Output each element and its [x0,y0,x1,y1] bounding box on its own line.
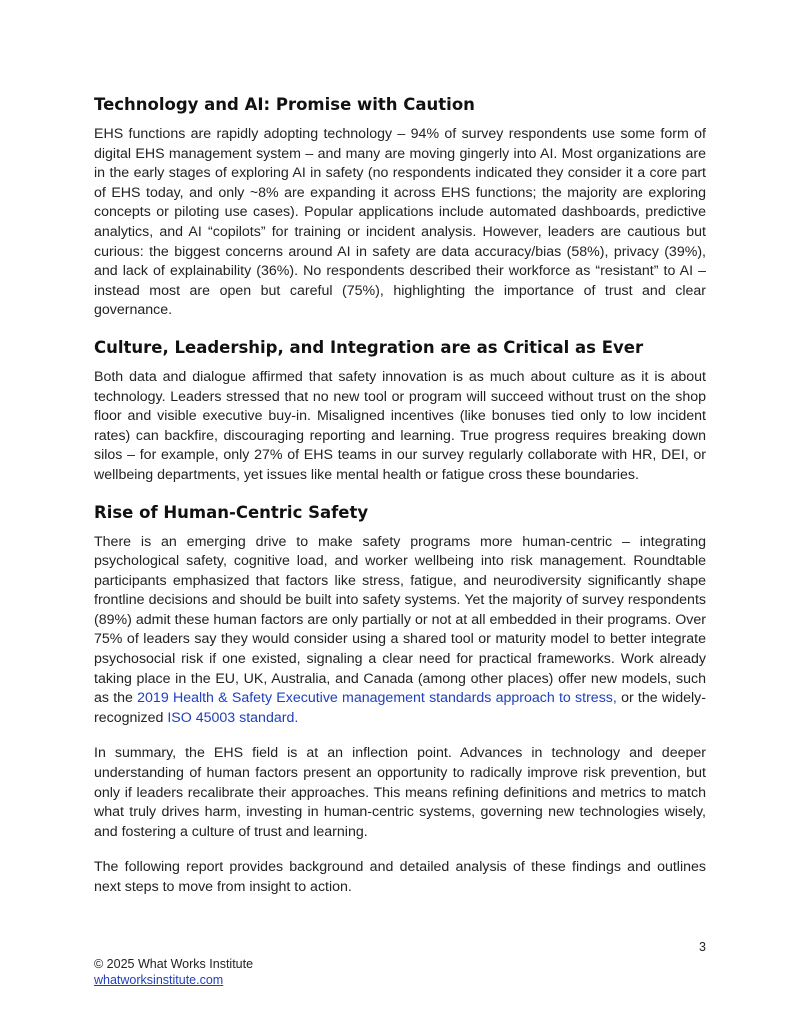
section-paragraph: EHS functions are rapidly adopting technology – 94% of survey respondents use some form of digital EHS management system – and many are moving gingerly into AI. Most organizations are in the early stages of exploring AI in safety (no respondents indicated they consider it a core part of EHS today, and only ~8% are expanding it across EHS functions; the majority are exploring concepts or piloting use cases). Popular applications include automated dashboards, predictive analytics, and AI “copilots” for training or incident analysis. However, leaders are cautious but curious: the biggest concerns around AI in safety are data accuracy/bias (58%), privacy (39%), and lack of explainability (36%). No respondents described their workforce as “resistant” to AI – instead most are open but careful (75%), highlighting the importance of trust and clear governance. [94,126,706,319]
page-number: 3 [699,940,706,954]
footer [94,956,253,988]
section-human-centric [94,502,706,898]
section-paragraph [94,533,706,729]
section-heading: Culture, Leadership, and Integration are as Critical as Ever [94,337,644,357]
paragraph-text: or the widely-recognized [94,690,707,726]
iso-45003-link[interactable]: ISO 45003 standard. [167,709,299,726]
page-content [94,94,706,914]
summary-paragraph: In summary, the EHS field is at an inflection point. Advances in technology and deeper understanding of human factors present an opportunity to radically improve risk prevention, but only if leaders recalibrate their approaches. This means refining definitions and metrics to match what truly drives harm, investing in human-centric systems, governing new technologies wisely, and fostering a culture of trust and learning. [94,745,706,840]
hse-standards-link[interactable]: 2019 Health & Safety Executive management standards approach to stress, [137,690,617,707]
section-culture-leadership [94,337,706,486]
paragraph-text: There is an emerging drive to make safety programs more human-centric – integrating psychological safety, cognitive load, and worker wellbeing into risk management. Roundtable participants emphasized that factors like stress, fatigue, and neurodiversity significantly shape frontline decisions and should be built into safety systems. Yet the majority of survey respondents (89%) admit these human factors are only partially or not at all embedded in their programs. Over 75% of leaders say they would consider using a shared tool or maturity model to better integrate psychosocial risk if one existed, signaling a clear need for practical frameworks. Work already taking place in the EU, UK, Australia, and Canada (among other places) offer new models, such as the [94,533,706,707]
footer-website-link[interactable]: whatworksinstitute.com [94,973,224,987]
footer-copyright: © 2025 What Works Institute [94,957,254,971]
section-technology-ai [94,94,706,321]
section-heading: Technology and AI: Promise with Caution [94,95,475,114]
section-paragraph: Both data and dialogue affirmed that safety innovation is as much about culture as it is about technology. Leaders stressed that no new tool or program will succeed without trust on the shop floor and visible executive buy-in. Misaligned incentives (like bonuses tied only to low incident rates) can backfire, discouraging reporting and learning. True progress requires breaking down silos – for example, only 27% of EHS teams in our survey regularly collaborate with HR, DEI, or wellbeing departments, yet issues like mental health or fatigue cross these boundaries. [94,368,706,483]
closing-paragraph: The following report provides background and detailed analysis of these findings and outlines next steps to move from insight to action. [94,859,706,895]
section-heading: Rise of Human-Centric Safety [94,502,369,522]
